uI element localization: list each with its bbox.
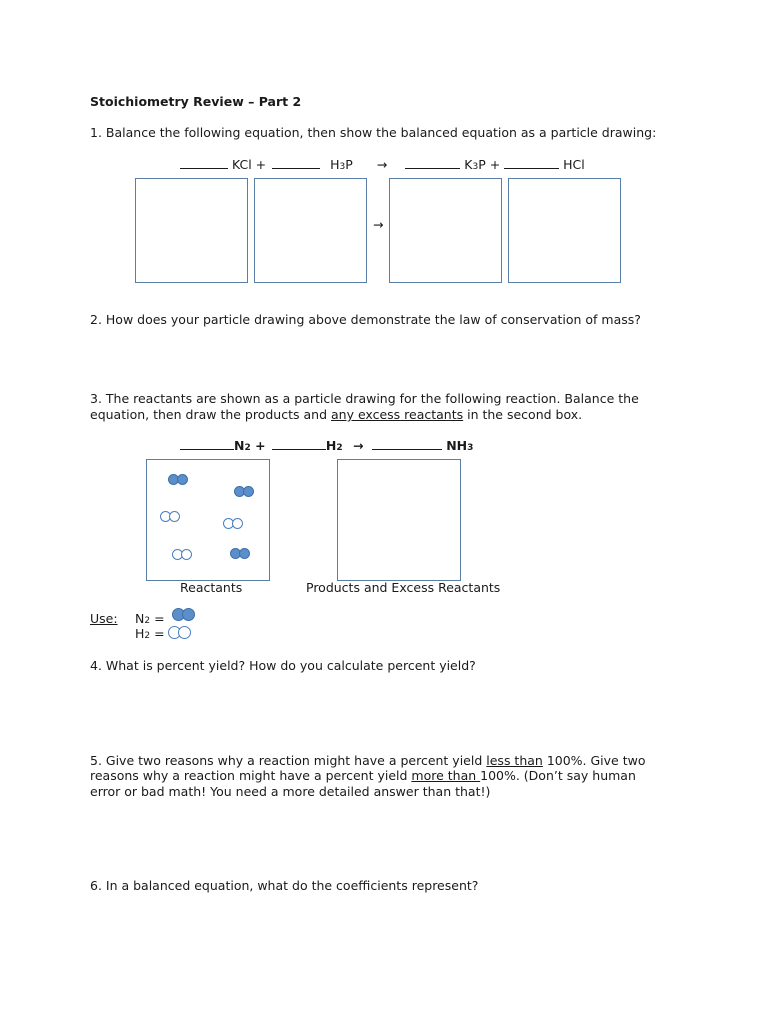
coefficient-blank-nh3[interactable] — [372, 438, 442, 450]
formula-h2: H2 — [325, 438, 343, 453]
question-5-line-1: 5. Give two reasons why a reaction might have a percent yield less than 100%. Give two — [90, 753, 646, 768]
question-3-line-2: equation, then draw the products and any excess reactants in the second box. — [90, 407, 583, 422]
formula-h3p: H3P — [330, 157, 353, 172]
drawing-box-hcl[interactable] — [508, 178, 621, 283]
question-5-line-2: reasons why a reaction might have a percent yield more than 100%. (Don’t say human — [90, 768, 636, 783]
coefficient-blank-kcl[interactable] — [180, 157, 228, 169]
coefficient-blank-h3p[interactable] — [272, 157, 320, 169]
drawing-box-k3p[interactable] — [389, 178, 502, 283]
coefficient-blank-hcl[interactable] — [504, 157, 559, 169]
drawing-box-h3p[interactable] — [254, 178, 367, 283]
products-box[interactable] — [337, 459, 461, 581]
formula-nh3: NH3 — [446, 438, 474, 453]
products-label: Products and Excess Reactants — [306, 580, 501, 595]
formula-kcl: KCl + — [231, 157, 267, 172]
reaction-arrow: → — [376, 157, 388, 172]
drawing-box-kcl[interactable] — [135, 178, 248, 283]
formula-n2: N2 + — [234, 438, 266, 453]
legend-h2: H2 = — [135, 626, 165, 641]
question-4-text: 4. What is percent yield? How do you calculate percent yield? — [90, 658, 476, 673]
use-label: Use: — [90, 611, 118, 626]
question-3-line-1: 3. The reactants are shown as a particle drawing for the following reaction. Balance the — [90, 391, 639, 406]
box-arrow: → — [373, 217, 384, 232]
formula-k3p: K3P + — [464, 157, 501, 172]
coefficient-blank-h2[interactable] — [272, 438, 326, 450]
question-1-equation — [180, 157, 585, 172]
coefficient-blank-n2[interactable] — [180, 438, 234, 450]
question-5-line-3: error or bad math! You need a more detailed answer than that!) — [90, 784, 491, 799]
reactants-label: Reactants — [180, 580, 243, 595]
formula-hcl: HCl — [563, 157, 585, 172]
question-6-text: 6. In a balanced equation, what do the coefficients represent? — [90, 878, 479, 893]
reaction-arrow-q3: → — [353, 438, 364, 453]
question-2-text: 2. How does your particle drawing above demonstrate the law of conservation of mass? — [90, 312, 641, 327]
coefficient-blank-k3p[interactable] — [405, 157, 460, 169]
question-1-text: 1. Balance the following equation, then show the balanced equation as a particle drawing: — [90, 125, 657, 140]
page-title: Stoichiometry Review – Part 2 — [90, 94, 302, 109]
reactants-box — [146, 459, 270, 581]
legend-n2: N2 = — [135, 611, 165, 626]
question-3-equation — [180, 438, 473, 453]
